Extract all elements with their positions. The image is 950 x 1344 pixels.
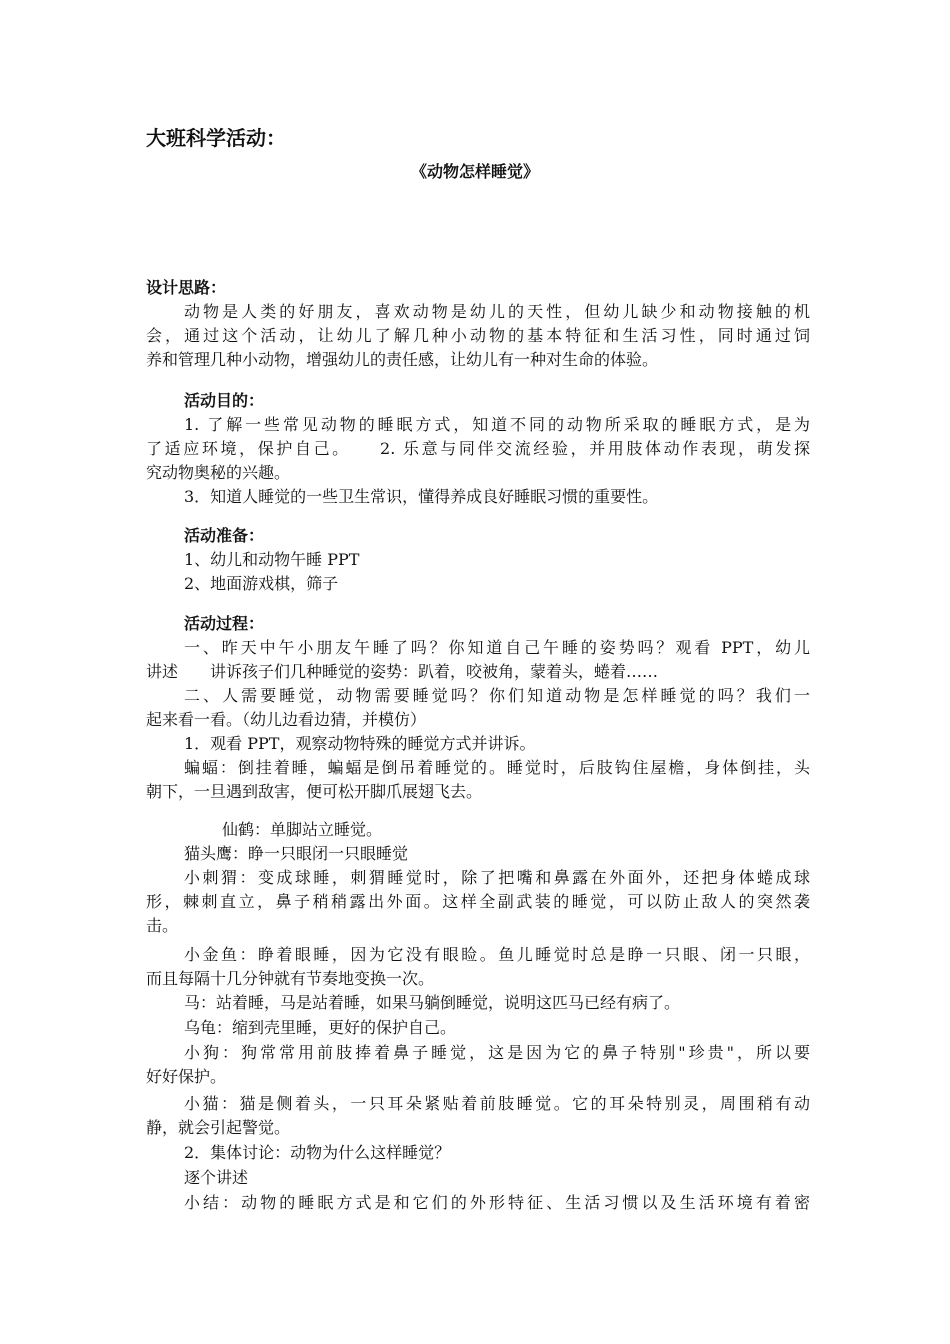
paragraph-line: 逐个讲述 bbox=[184, 1168, 249, 1187]
paragraph-line: 2．集体讨论：动物为什么这样睡觉？ bbox=[184, 1143, 451, 1162]
paragraph-line: 乌龟：缩到壳里睡，更好的保护自己。 bbox=[184, 1018, 457, 1037]
paragraph-line: 3．知道人睡觉的一些卫生常识，懂得养成良好睡眠习惯的重要性。 bbox=[184, 487, 659, 506]
paragraph-line: 小刺猬：变成球睡，刺猬睡觉时，除了把嘴和鼻露在外面外，还把身体蜷成球 bbox=[184, 868, 810, 887]
section-label-prep: 活动准备： bbox=[184, 526, 265, 545]
section-label-goals: 活动目的： bbox=[184, 391, 265, 410]
paragraph-line: 起来看一看。（幼儿边看边猜，并模仿） bbox=[146, 710, 427, 729]
paragraph-line: 击。 bbox=[146, 916, 179, 935]
paragraph-line: 小结：动物的睡眠方式是和它们的外形特征、生活习惯以及生活环境有着密 bbox=[184, 1193, 810, 1212]
paragraph-line: 形，棘刺直立，鼻子稍稍露出外面。这样全副武装的睡觉，可以防止敌人的突然袭 bbox=[146, 892, 810, 911]
section-label-design: 设计思路： bbox=[146, 278, 227, 297]
list-item: 1、幼儿和动物午睡 PPT bbox=[184, 550, 360, 569]
paragraph-line: 1. 了解一些常见动物的睡眠方式，知道不同的动物所采取的睡眠方式，是为 bbox=[184, 415, 810, 434]
paragraph-line: 讲述 讲诉孩子们几种睡觉的姿势：趴着，咬被角，蒙着头，蜷着…… bbox=[146, 662, 659, 681]
paragraph-line: 蝙蝠：倒挂着睡，蝙蝠是倒吊着睡觉的。睡觉时，后肢钩住屋檐，身体倒挂，头 bbox=[184, 758, 810, 777]
document-heading: 大班科学活动： bbox=[146, 126, 286, 150]
list-item: 2、地面游戏棋，筛子 bbox=[184, 574, 339, 593]
paragraph-line: 二、人需要睡觉，动物需要睡觉吗？你们知道动物是怎样睡觉的吗？我们一 bbox=[184, 686, 810, 705]
paragraph-line: 养和管理几种小动物，增强幼儿的责任感，让幼儿有一种对生命的体验。 bbox=[146, 350, 659, 369]
paragraph-line: 会，通过这个活动，让幼儿了解几种小动物的基本特征和生活习性，同时通过饲 bbox=[146, 326, 810, 345]
paragraph-line: 好好保护。 bbox=[146, 1067, 227, 1086]
paragraph-line: 小猫：猫是侧着头，一只耳朵紧贴着前肢睡觉。它的耳朵特别灵，周围稍有动 bbox=[184, 1094, 810, 1113]
paragraph-line: 1．观看 PPT，观察动物特殊的睡觉方式并讲诉。 bbox=[184, 734, 536, 753]
paragraph-line: 而且每隔十几分钟就有节奏地变换一次。 bbox=[146, 969, 435, 988]
paragraph-line: 小狗：狗常常用前肢捧着鼻子睡觉，这是因为它的鼻子特别"珍贵"，所以要 bbox=[184, 1043, 810, 1062]
paragraph-line: 究动物奥秘的兴趣。 bbox=[146, 463, 291, 482]
paragraph-line: 动物是人类的好朋友，喜欢动物是幼儿的天性，但幼儿缺少和动物接触的机 bbox=[184, 302, 810, 321]
paragraph-line: 马：站着睡，马是站着睡，如果马躺倒睡觉，说明这匹马已经有病了。 bbox=[184, 993, 681, 1012]
paragraph-line: 仙鹤：单脚站立睡觉。 bbox=[222, 820, 383, 839]
paragraph-line: 一、昨天中午小朋友午睡了吗？你知道自己午睡的姿势吗？观看 PPT，幼儿 bbox=[184, 638, 810, 657]
section-label-process: 活动过程： bbox=[184, 614, 265, 633]
paragraph-line: 静，就会引起警觉。 bbox=[146, 1118, 291, 1137]
paragraph-line: 猫头鹰：睁一只眼闭一只眼睡觉 bbox=[184, 844, 409, 863]
document-subtitle: 《动物怎样睡觉》 bbox=[410, 162, 539, 181]
paragraph-line: 了适应环境，保护自己。 2. 乐意与同伴交流经验，并用肢体动作表现，萌发探 bbox=[146, 439, 810, 458]
paragraph-line: 朝下，一旦遇到敌害，便可松开脚爪展翅飞去。 bbox=[146, 782, 483, 801]
paragraph-line: 小金鱼：睁着眼睡，因为它没有眼睑。鱼儿睡觉时总是睁一只眼、闭一只眼， bbox=[184, 945, 810, 964]
